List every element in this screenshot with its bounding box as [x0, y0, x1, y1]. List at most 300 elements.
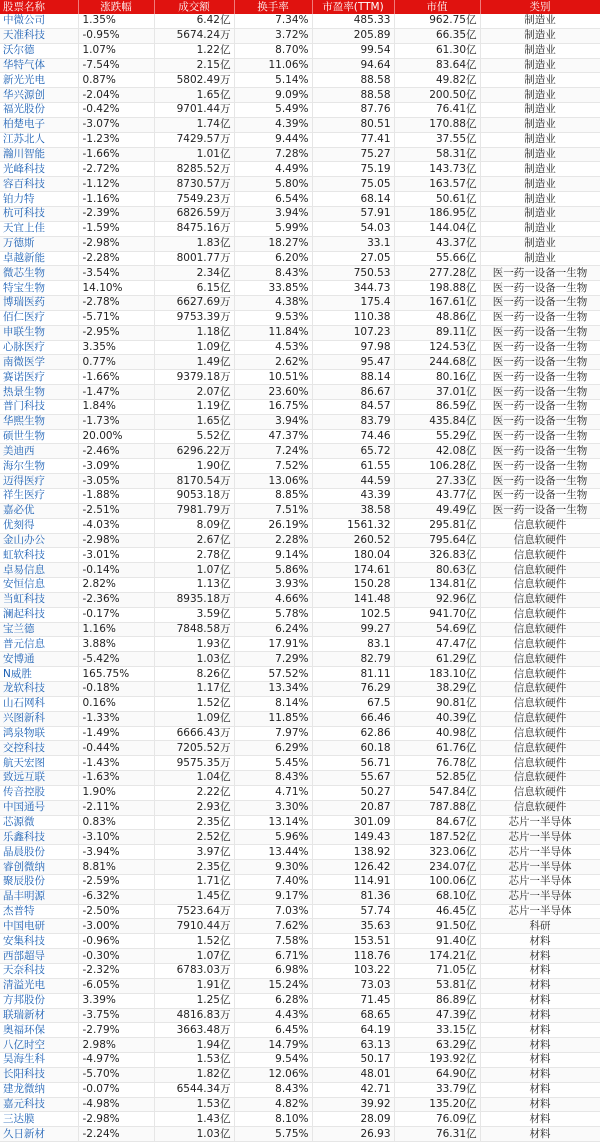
pe-ttm: 83.1 — [312, 637, 394, 652]
stock-name[interactable]: 西部超导 — [0, 949, 78, 964]
market-cap: 76.41亿 — [394, 103, 480, 118]
stock-name[interactable]: 晶晨股份 — [0, 845, 78, 860]
table-row[interactable] — [0, 652, 600, 667]
table-row[interactable] — [0, 236, 600, 251]
pe-ttm: 126.42 — [312, 860, 394, 875]
pe-ttm: 27.05 — [312, 251, 394, 266]
table-row[interactable] — [0, 43, 600, 58]
table-row[interactable] — [0, 681, 600, 696]
pe-ttm: 750.53 — [312, 266, 394, 281]
turnover-amount: 1.65亿 — [154, 414, 234, 429]
table-row[interactable] — [0, 726, 600, 741]
stock-name[interactable]: 建龙微纳 — [0, 1082, 78, 1097]
market-cap: 167.61亿 — [394, 296, 480, 311]
category: 医一药一设备一生物 — [480, 340, 600, 355]
stock-name[interactable]: 方邦股份 — [0, 993, 78, 1008]
table-row[interactable] — [0, 934, 600, 949]
table-row[interactable] — [0, 800, 600, 815]
change-pct: 165.75% — [78, 667, 154, 682]
change-pct: -1.66% — [78, 147, 154, 162]
stock-name[interactable]: 龙软科技 — [0, 681, 78, 696]
category: 医一药一设备一生物 — [480, 459, 600, 474]
stock-name[interactable]: 天宜上佳 — [0, 221, 78, 236]
turnover-rate: 9.17% — [234, 889, 312, 904]
table-row[interactable] — [0, 711, 600, 726]
market-cap: 183.10亿 — [394, 667, 480, 682]
table-row[interactable] — [0, 993, 600, 1008]
change-pct: -3.07% — [78, 117, 154, 132]
market-cap: 100.06亿 — [394, 874, 480, 889]
stock-name[interactable]: 卓易信息 — [0, 563, 78, 578]
table-row[interactable] — [0, 73, 600, 88]
stock-name[interactable]: 聚辰股份 — [0, 874, 78, 889]
stock-name[interactable]: 申联生物 — [0, 325, 78, 340]
market-cap: 58.31亿 — [394, 147, 480, 162]
pe-ttm: 180.04 — [312, 548, 394, 563]
category: 芯片一半导体 — [480, 830, 600, 845]
turnover-rate: 6.98% — [234, 964, 312, 979]
table-row[interactable] — [0, 949, 600, 964]
header-turnover-amount[interactable]: 成交额 — [154, 0, 234, 14]
category: 信息软硬件 — [480, 756, 600, 771]
pe-ttm: 138.92 — [312, 845, 394, 860]
table-row[interactable] — [0, 964, 600, 979]
category: 信息软硬件 — [480, 622, 600, 637]
market-cap: 49.49亿 — [394, 503, 480, 518]
stock-name[interactable]: 赛诺医疗 — [0, 370, 78, 385]
pe-ttm: 150.28 — [312, 578, 394, 593]
table-row[interactable] — [0, 281, 600, 296]
market-cap: 547.84亿 — [394, 785, 480, 800]
table-row[interactable] — [0, 592, 600, 607]
stock-name[interactable]: 江苏北人 — [0, 132, 78, 147]
table-row[interactable] — [0, 132, 600, 147]
table-row[interactable] — [0, 563, 600, 578]
stock-name[interactable]: 兴图新科 — [0, 711, 78, 726]
stock-name[interactable]: 普元信息 — [0, 637, 78, 652]
stock-name[interactable]: 海尔生物 — [0, 459, 78, 474]
market-cap: 80.16亿 — [394, 370, 480, 385]
table-row[interactable] — [0, 1067, 600, 1082]
table-row[interactable] — [0, 251, 600, 266]
turnover-rate: 5.99% — [234, 221, 312, 236]
market-cap: 37.01亿 — [394, 385, 480, 400]
stock-name[interactable]: 普门科技 — [0, 399, 78, 414]
stock-name[interactable]: 当虹科技 — [0, 592, 78, 607]
category: 信息软硬件 — [480, 548, 600, 563]
table-row[interactable] — [0, 622, 600, 637]
table-row[interactable] — [0, 58, 600, 73]
table-row[interactable] — [0, 162, 600, 177]
stock-name[interactable]: 杰普特 — [0, 904, 78, 919]
turnover-rate: 8.10% — [234, 1112, 312, 1127]
change-pct: -3.75% — [78, 1008, 154, 1023]
pe-ttm: 118.76 — [312, 949, 394, 964]
stock-name[interactable]: 三达膜 — [0, 1112, 78, 1127]
stock-name[interactable]: 沃尔德 — [0, 43, 78, 58]
turnover-amount: 1.52亿 — [154, 696, 234, 711]
market-cap: 144.04亿 — [394, 221, 480, 236]
stock-name[interactable]: 容百科技 — [0, 177, 78, 192]
category: 信息软硬件 — [480, 681, 600, 696]
turnover-rate: 7.40% — [234, 874, 312, 889]
table-row[interactable] — [0, 978, 600, 993]
table-row[interactable] — [0, 919, 600, 934]
stock-name[interactable]: 嘉必优 — [0, 503, 78, 518]
table-row[interactable] — [0, 325, 600, 340]
table-row[interactable] — [0, 192, 600, 207]
change-pct: -3.00% — [78, 919, 154, 934]
stock-name[interactable]: 杭可科技 — [0, 206, 78, 221]
table-row[interactable] — [0, 696, 600, 711]
market-cap: 43.77亿 — [394, 489, 480, 504]
turnover-rate: 6.71% — [234, 949, 312, 964]
change-pct: -1.49% — [78, 726, 154, 741]
table-row[interactable] — [0, 221, 600, 236]
table-row[interactable] — [0, 741, 600, 756]
category: 信息软硬件 — [480, 726, 600, 741]
turnover-amount: 7981.79万 — [154, 503, 234, 518]
turnover-rate: 7.34% — [234, 14, 312, 28]
change-pct: -2.72% — [78, 162, 154, 177]
stock-name[interactable]: 博瑞医药 — [0, 296, 78, 311]
stock-name[interactable]: 澜起科技 — [0, 607, 78, 622]
table-row[interactable] — [0, 296, 600, 311]
market-cap: 277.28亿 — [394, 266, 480, 281]
table-row[interactable] — [0, 815, 600, 830]
table-row[interactable] — [0, 28, 600, 43]
turnover-rate: 8.85% — [234, 489, 312, 504]
change-pct: -3.05% — [78, 474, 154, 489]
turnover-rate: 8.43% — [234, 1082, 312, 1097]
market-cap: 295.81亿 — [394, 518, 480, 533]
turnover-rate: 16.75% — [234, 399, 312, 414]
table-row[interactable] — [0, 1053, 600, 1068]
turnover-amount: 2.22亿 — [154, 785, 234, 800]
stock-name[interactable]: 安博通 — [0, 652, 78, 667]
change-pct: -2.50% — [78, 904, 154, 919]
table-row[interactable] — [0, 1008, 600, 1023]
change-pct: -2.36% — [78, 592, 154, 607]
table-row[interactable] — [0, 399, 600, 414]
turnover-rate: 13.14% — [234, 815, 312, 830]
market-cap: 86.89亿 — [394, 993, 480, 1008]
category: 材料 — [480, 1023, 600, 1038]
change-pct: -2.78% — [78, 296, 154, 311]
table-row[interactable] — [0, 860, 600, 875]
stock-name[interactable]: 航天宏图 — [0, 756, 78, 771]
table-row[interactable] — [0, 14, 600, 28]
stock-name[interactable]: 睿创微纳 — [0, 860, 78, 875]
pe-ttm: 44.59 — [312, 474, 394, 489]
pe-ttm: 42.71 — [312, 1082, 394, 1097]
category: 制造业 — [480, 147, 600, 162]
category: 信息软硬件 — [480, 741, 600, 756]
category: 材料 — [480, 1127, 600, 1142]
stock-name[interactable]: 致远互联 — [0, 771, 78, 786]
stock-name[interactable]: 清溢光电 — [0, 978, 78, 993]
change-pct: -6.32% — [78, 889, 154, 904]
market-cap: 143.73亿 — [394, 162, 480, 177]
turnover-rate: 10.51% — [234, 370, 312, 385]
table-row[interactable] — [0, 830, 600, 845]
category: 科研 — [480, 919, 600, 934]
turnover-amount: 1.03亿 — [154, 652, 234, 667]
turnover-amount: 2.67亿 — [154, 533, 234, 548]
pe-ttm: 68.65 — [312, 1008, 394, 1023]
market-cap: 61.76亿 — [394, 741, 480, 756]
turnover-amount: 6666.43万 — [154, 726, 234, 741]
change-pct: 1.84% — [78, 399, 154, 414]
change-pct: -2.79% — [78, 1023, 154, 1038]
stock-name[interactable]: 铂力特 — [0, 192, 78, 207]
table-row[interactable] — [0, 1112, 600, 1127]
stock-name[interactable]: 传音控股 — [0, 785, 78, 800]
table-row[interactable] — [0, 889, 600, 904]
pe-ttm: 39.92 — [312, 1097, 394, 1112]
stock-name[interactable]: 卓越新能 — [0, 251, 78, 266]
pe-ttm: 75.05 — [312, 177, 394, 192]
pe-ttm: 33.1 — [312, 236, 394, 251]
turnover-amount: 1.07亿 — [154, 563, 234, 578]
pe-ttm: 28.09 — [312, 1112, 394, 1127]
turnover-rate: 3.30% — [234, 800, 312, 815]
change-pct: -0.42% — [78, 103, 154, 118]
turnover-amount: 1.93亿 — [154, 637, 234, 652]
turnover-rate: 7.52% — [234, 459, 312, 474]
stock-name[interactable]: 乐鑫科技 — [0, 830, 78, 845]
turnover-amount: 6.42亿 — [154, 14, 234, 28]
table-row[interactable] — [0, 177, 600, 192]
stock-name[interactable]: 山石网科 — [0, 696, 78, 711]
change-pct: -0.95% — [78, 28, 154, 43]
table-row[interactable] — [0, 1038, 600, 1053]
stock-name[interactable]: 久日新材 — [0, 1127, 78, 1142]
stock-name[interactable]: 虹软科技 — [0, 548, 78, 563]
pe-ttm: 61.55 — [312, 459, 394, 474]
pe-ttm: 73.03 — [312, 978, 394, 993]
stock-name[interactable]: 联瑞新材 — [0, 1008, 78, 1023]
market-cap: 33.15亿 — [394, 1023, 480, 1038]
stock-name[interactable]: 天奈科技 — [0, 964, 78, 979]
table-row[interactable] — [0, 385, 600, 400]
stock-name[interactable]: 中国通号 — [0, 800, 78, 815]
table-row[interactable] — [0, 667, 600, 682]
table-row[interactable] — [0, 459, 600, 474]
stock-name[interactable]: 鸿泉物联 — [0, 726, 78, 741]
category: 医一药一设备一生物 — [480, 355, 600, 370]
market-cap: 43.37亿 — [394, 236, 480, 251]
stock-name[interactable]: 长阳科技 — [0, 1067, 78, 1082]
table-row[interactable] — [0, 637, 600, 652]
turnover-rate: 7.58% — [234, 934, 312, 949]
table-row[interactable] — [0, 548, 600, 563]
stock-name[interactable]: N威胜 — [0, 667, 78, 682]
table-row[interactable] — [0, 147, 600, 162]
table-row[interactable] — [0, 340, 600, 355]
table-row[interactable] — [0, 1082, 600, 1097]
turnover-amount: 2.35亿 — [154, 815, 234, 830]
table-row[interactable] — [0, 578, 600, 593]
stock-name[interactable]: 交控科技 — [0, 741, 78, 756]
turnover-amount: 6826.59万 — [154, 206, 234, 221]
header-turnover-rate[interactable]: 换手率 — [234, 0, 312, 14]
category: 医一药一设备一生物 — [480, 444, 600, 459]
stock-name[interactable]: 福光股份 — [0, 103, 78, 118]
table-row[interactable] — [0, 444, 600, 459]
stock-name[interactable]: 中国电研 — [0, 919, 78, 934]
table-row[interactable] — [0, 771, 600, 786]
table-row[interactable] — [0, 429, 600, 444]
table-row[interactable] — [0, 103, 600, 118]
header-pe-ttm[interactable]: 市盈率(TTM) — [312, 0, 394, 14]
market-cap: 38.29亿 — [394, 681, 480, 696]
table-row[interactable] — [0, 414, 600, 429]
category: 材料 — [480, 993, 600, 1008]
table-row[interactable] — [0, 117, 600, 132]
change-pct: -1.33% — [78, 711, 154, 726]
market-cap: 53.81亿 — [394, 978, 480, 993]
stock-name[interactable]: 八亿时空 — [0, 1038, 78, 1053]
table-row[interactable] — [0, 1097, 600, 1112]
stock-name[interactable]: 嘉元科技 — [0, 1097, 78, 1112]
category: 制造业 — [480, 103, 600, 118]
turnover-amount: 9053.18万 — [154, 489, 234, 504]
table-row[interactable] — [0, 88, 600, 103]
stock-name[interactable]: 硕世生物 — [0, 429, 78, 444]
pe-ttm: 48.01 — [312, 1067, 394, 1082]
stock-name[interactable]: 金山办公 — [0, 533, 78, 548]
pe-ttm: 38.58 — [312, 503, 394, 518]
header-name[interactable]: 股票名称 — [0, 0, 78, 14]
stock-name[interactable]: 柏楚电子 — [0, 117, 78, 132]
table-row[interactable] — [0, 266, 600, 281]
table-row[interactable] — [0, 310, 600, 325]
stock-name[interactable]: 优刻得 — [0, 518, 78, 533]
market-cap: 91.50亿 — [394, 919, 480, 934]
table-row[interactable] — [0, 904, 600, 919]
turnover-amount: 9753.39万 — [154, 310, 234, 325]
table-row[interactable] — [0, 206, 600, 221]
stock-name[interactable]: 微芯生物 — [0, 266, 78, 281]
stock-name[interactable]: 中微公司 — [0, 14, 78, 28]
stock-name[interactable]: 昊海生科 — [0, 1053, 78, 1068]
table-row[interactable] — [0, 1127, 600, 1142]
turnover-amount: 1.53亿 — [154, 1053, 234, 1068]
category: 医一药一设备一生物 — [480, 385, 600, 400]
stock-name[interactable]: 新光光电 — [0, 73, 78, 88]
table-row[interactable] — [0, 518, 600, 533]
stock-name[interactable]: 美迪西 — [0, 444, 78, 459]
pe-ttm: 110.38 — [312, 310, 394, 325]
pe-ttm: 75.27 — [312, 147, 394, 162]
market-cap: 76.09亿 — [394, 1112, 480, 1127]
table-row[interactable] — [0, 1023, 600, 1038]
stock-name[interactable]: 祥生医疗 — [0, 489, 78, 504]
turnover-amount: 7205.52万 — [154, 741, 234, 756]
stock-name[interactable]: 华特气体 — [0, 58, 78, 73]
table-row[interactable] — [0, 355, 600, 370]
header-row — [0, 0, 600, 14]
turnover-amount: 2.15亿 — [154, 58, 234, 73]
header-change[interactable]: 涨跌幅 — [78, 0, 154, 14]
turnover-amount: 1.71亿 — [154, 874, 234, 889]
table-row[interactable] — [0, 845, 600, 860]
market-cap: 37.55亿 — [394, 132, 480, 147]
table-row[interactable] — [0, 474, 600, 489]
category: 材料 — [480, 934, 600, 949]
table-row[interactable] — [0, 489, 600, 504]
stock-name[interactable]: 安恒信息 — [0, 578, 78, 593]
turnover-rate: 3.94% — [234, 414, 312, 429]
turnover-rate: 13.06% — [234, 474, 312, 489]
table-row[interactable] — [0, 533, 600, 548]
header-category[interactable]: 类别 — [480, 0, 600, 14]
stock-name[interactable]: 光峰科技 — [0, 162, 78, 177]
change-pct: -6.05% — [78, 978, 154, 993]
stock-name[interactable]: 芯源微 — [0, 815, 78, 830]
turnover-rate: 5.49% — [234, 103, 312, 118]
category: 芯片一半导体 — [480, 889, 600, 904]
stock-name[interactable]: 特宝生物 — [0, 281, 78, 296]
market-cap: 61.29亿 — [394, 652, 480, 667]
market-cap: 55.29亿 — [394, 429, 480, 444]
stock-name[interactable]: 奥福环保 — [0, 1023, 78, 1038]
pe-ttm: 63.13 — [312, 1038, 394, 1053]
stock-name[interactable]: 心脉医疗 — [0, 340, 78, 355]
stock-name[interactable]: 佰仁医疗 — [0, 310, 78, 325]
pe-ttm: 68.14 — [312, 192, 394, 207]
category: 制造业 — [480, 28, 600, 43]
change-pct: -3.94% — [78, 845, 154, 860]
table-row[interactable] — [0, 370, 600, 385]
stock-name[interactable]: 华兴源创 — [0, 88, 78, 103]
turnover-amount: 9701.44万 — [154, 103, 234, 118]
stock-name[interactable]: 万德斯 — [0, 236, 78, 251]
table-row[interactable] — [0, 607, 600, 622]
stock-name[interactable]: 瀚川智能 — [0, 147, 78, 162]
market-cap: 244.68亿 — [394, 355, 480, 370]
turnover-rate: 7.62% — [234, 919, 312, 934]
stock-name[interactable]: 天准科技 — [0, 28, 78, 43]
stock-name[interactable]: 晶丰明源 — [0, 889, 78, 904]
stock-name[interactable]: 安集科技 — [0, 934, 78, 949]
turnover-rate: 6.45% — [234, 1023, 312, 1038]
turnover-amount: 1.65亿 — [154, 88, 234, 103]
turnover-rate: 4.49% — [234, 162, 312, 177]
stock-name[interactable]: 华熙生物 — [0, 414, 78, 429]
turnover-amount: 1.45亿 — [154, 889, 234, 904]
table-row[interactable] — [0, 503, 600, 518]
turnover-rate: 7.29% — [234, 652, 312, 667]
market-cap: 941.70亿 — [394, 607, 480, 622]
stock-name[interactable]: 热景生物 — [0, 385, 78, 400]
change-pct: -1.16% — [78, 192, 154, 207]
market-cap: 187.52亿 — [394, 830, 480, 845]
stock-name[interactable]: 迈得医疗 — [0, 474, 78, 489]
pe-ttm: 153.51 — [312, 934, 394, 949]
table-row[interactable] — [0, 874, 600, 889]
change-pct: -2.11% — [78, 800, 154, 815]
stock-name[interactable]: 南微医学 — [0, 355, 78, 370]
turnover-rate: 11.85% — [234, 711, 312, 726]
turnover-rate: 13.34% — [234, 681, 312, 696]
header-market-cap[interactable]: 市值 — [394, 0, 480, 14]
table-row[interactable] — [0, 756, 600, 771]
stock-name[interactable]: 宝兰德 — [0, 622, 78, 637]
table-row[interactable] — [0, 785, 600, 800]
category: 材料 — [480, 1067, 600, 1082]
